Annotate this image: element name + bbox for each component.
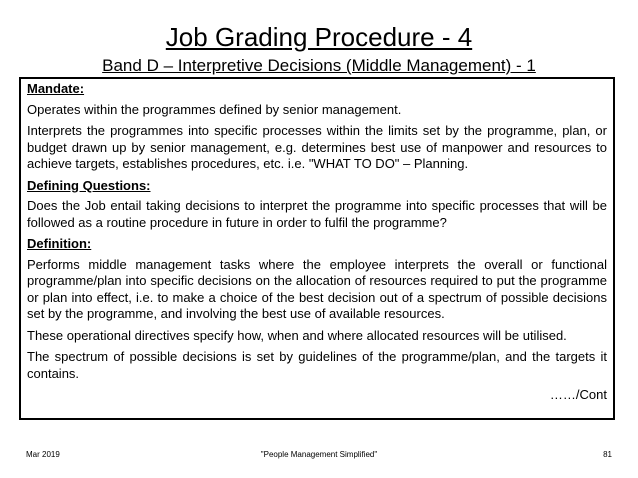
content-box: [19, 77, 615, 420]
mandate-paragraph-2: Interprets the programmes into specific processes within the limits set by the programme, plan, or budget drawn up by senior management, e.g. determines best use of manpower and resources to achieve targets, establishes procedures, etc. i.e. "WHAT TO DO" – Planning.: [27, 123, 607, 171]
page-subtitle: Band D – Interpretive Decisions (Middle Management) - 1: [102, 56, 536, 75]
footer-date: Mar 2019: [26, 450, 60, 459]
continued-marker: ……/Cont: [549, 387, 607, 402]
definition-heading: Definition:: [27, 236, 92, 251]
definition-paragraph-3: The spectrum of possible decisions is set by guidelines of the programme/plan, and the targets it contains.: [27, 349, 607, 381]
defining-questions-paragraph: Does the Job entail taking decisions to interpret the programme into specific processes that will be followed as a routine procedure in future in order to fulfil the programme?: [27, 198, 607, 230]
footer-page-number: 81: [603, 450, 612, 459]
mandate-paragraph-1: Operates within the programmes defined by senior management.: [27, 101, 402, 117]
definition-paragraph-2: These operational directives specify how, when and where allocated resources will be utilised.: [27, 327, 567, 343]
page-title: Job Grading Procedure - 4: [165, 22, 473, 52]
definition-paragraph-1: Performs middle management tasks where the employee interprets the overall or functional programme/plan into specific decisions on the allocation of resources required to put the programme or plan into effect, i.e. to make a choice of the best decision out of a spectrum of possible decisions set by the programme, and involving the best use of available resources.: [27, 256, 607, 321]
mandate-heading: Mandate:: [27, 81, 85, 96]
footer-title: "People Management Simplified": [260, 450, 378, 459]
defining-questions-heading: Defining Questions:: [27, 177, 151, 193]
